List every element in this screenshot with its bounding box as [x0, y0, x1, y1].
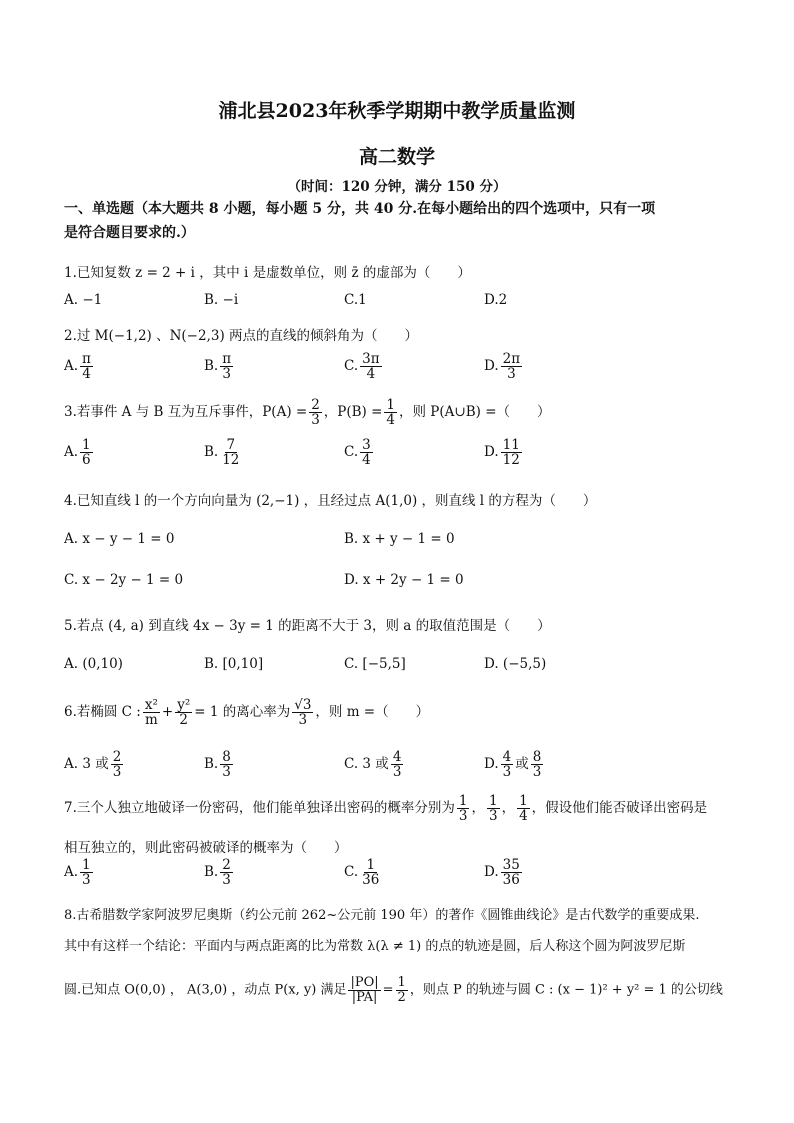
question-3-option-b: B. $\frac{7}{12}$: [204, 437, 240, 469]
question-7-option-c: C. $\frac{1}{36}$: [344, 857, 380, 889]
question-7-option-a: A. $\frac{1}{3}$: [64, 857, 91, 889]
question-1-option-b: B. −i: [204, 292, 239, 308]
question-6-option-b: B. $\frac{8}{3}$: [204, 749, 231, 781]
question-5-stem: 5.若点 (4, a) 到直线 4x − 3y = 1 的距离不大于 3，则 a 的取值范围是（ ）: [64, 618, 551, 634]
question-7-option-d: D. $\frac{35}{36}$: [484, 857, 520, 889]
exam-time: （时间：120 分钟，满分 150 分）: [287, 179, 507, 195]
question-8-line3: 圆.已知点 O(0,0) ， A(3,0) ，动点 P(x, y) 满足 $\frac{|PO|}{|PA|}$ = $\frac{1}{2}$ ，则点 P 的轨迹与圆 C : (x − 1)² + y² = 1 的公切线: [64, 975, 723, 1005]
question-2-option-c: C. $\frac{3\pi}{4}$: [344, 351, 380, 383]
question-2-option-d: D. $\frac{2\pi}{3}$: [484, 351, 521, 383]
question-3-option-a: A. $\frac{1}{6}$: [64, 437, 91, 469]
question-4-stem: 4.已知直线 l 的一个方向向量为 (2,−1) ，且经过点 A(1,0) ，则直线 l 的方程为（ ）: [64, 493, 597, 509]
question-1-stem: 1.已知复数 z = 2 + i ，其中 i 是虚数单位，则 z̄ 的虚部为（ ）: [64, 265, 471, 281]
question-3-option-c: C. $\frac{3}{4}$: [344, 437, 371, 469]
question-6-option-a: A. 3 或 $\frac{2}{3}$: [64, 749, 122, 781]
question-2-option-b: B. $\frac{\pi}{3}$: [204, 351, 232, 383]
question-4-option-b: B. x + y − 1 = 0: [344, 531, 455, 547]
question-2-stem: 2.过 M(−1,2) 、N(−2,3) 两点的直线的倾斜角为（ ）: [64, 328, 419, 344]
question-1-option-d: D.2: [484, 292, 508, 308]
question-8-line2: 其中有这样一个结论：平面内与两点距离的比为常数 λ(λ ≠ 1) 的点的轨迹是圆，后人称这个圆为阿波罗尼斯: [64, 939, 686, 954]
question-5-option-c: C. [−5,5]: [344, 656, 406, 672]
question-8-line1: 8.古希腊数学家阿波罗尼奥斯（约公元前 262~公元前 190 年）的著作《圆锥曲线论》是古代数学的重要成果.: [64, 908, 700, 923]
question-7-stem-line1: 7.三个人独立地破译一份密码，他们能单独译出密码的概率分别为 $\frac{1}{3}$ ， $\frac{1}{3}$ ， $\frac{1}{4}$ ，假设他们能否破译出密码是: [64, 793, 708, 825]
question-5-option-a: A. (0,10): [64, 656, 123, 672]
section-heading-line2: 是符合题目要求的.）: [64, 225, 195, 241]
exam-subject: 高二数学: [358, 146, 435, 168]
question-4-option-c: C. x − 2y − 1 = 0: [64, 572, 184, 588]
question-4-option-a: A. x − y − 1 = 0: [64, 531, 175, 547]
question-7-option-b: B. $\frac{2}{3}$: [204, 857, 231, 889]
question-5-option-d: D. (−5,5): [484, 656, 547, 672]
question-7-stem-line2: 相互独立的，则此密码被破译的概率为（ ）: [64, 840, 348, 856]
question-2-option-a: A. $\frac{\pi}{4}$: [64, 351, 91, 383]
question-5-option-b: B. [0,10]: [204, 656, 264, 672]
question-6-option-d: D. $\frac{4}{3}$ 或 $\frac{8}{3}$: [484, 749, 542, 781]
question-4-option-d: D. x + 2y − 1 = 0: [344, 572, 464, 588]
section-heading-line1: 一、单选题（本大题共 8 小题，每小题 5 分，共 40 分.在每小题给出的四个选项中，只有一项: [64, 201, 656, 217]
question-6-option-c: C. 3 或 $\frac{4}{3}$: [344, 749, 402, 781]
question-1-option-a: A. −1: [64, 292, 103, 308]
question-6-stem: 6.若椭圆 C : $\frac{\text{x²}}{m}$ + $\frac{\text{y²}}{2}$ = 1 的离心率为 $\frac{√3}{3}$ ，则 m =（ ）: [64, 697, 430, 729]
question-3-stem: 3.若事件 A 与 B 互为互斥事件，P(A) = $\frac{2}{3}$ ，P(B) = $\frac{1}{4}$ ，则 P(A∪B) =（ ）: [64, 397, 551, 429]
question-1-option-c: C.1: [344, 292, 367, 308]
question-3-option-d: D. $\frac{11}{12}$: [484, 437, 520, 469]
exam-title: 浦北县2023年秋季学期期中教学质量监测: [218, 100, 576, 122]
